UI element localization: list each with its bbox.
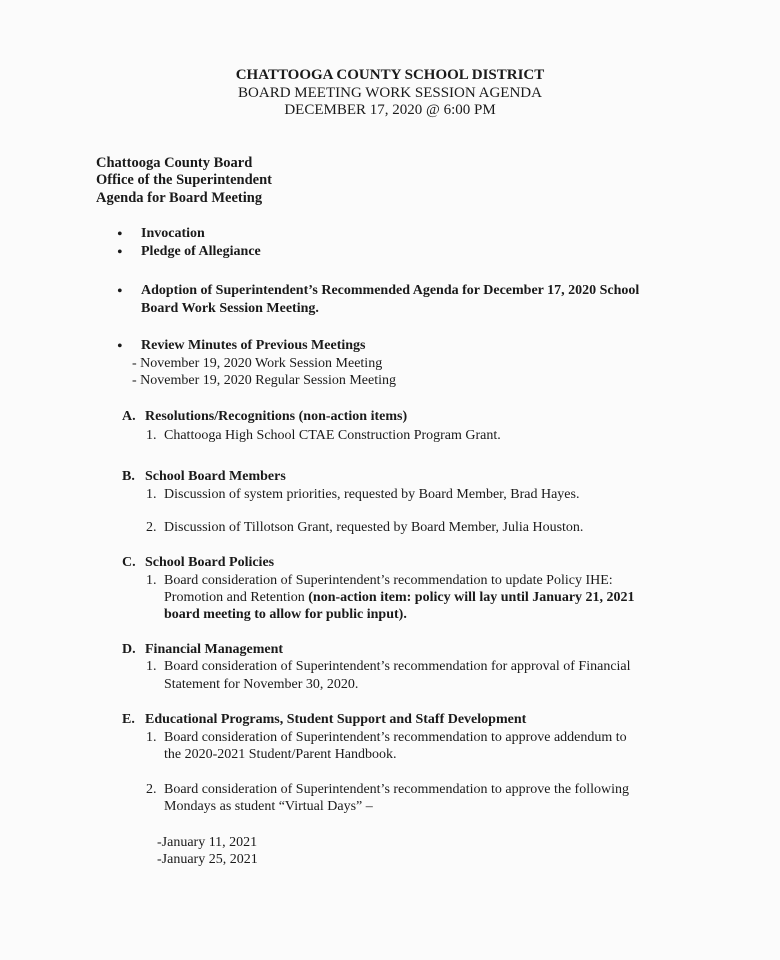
pledge-item: Pledge of Allegiance [141,244,261,259]
virtual-day-date: -January 25, 2021 [157,852,258,867]
adoption-item-line1: Adoption of Superintendent’s Recommended Agenda for December 17, 2020 School [141,283,640,298]
org-board: Chattooga County Board [96,155,253,171]
section-d-letter: D. [122,642,136,657]
org-agenda: Agenda for Board Meeting [96,190,263,206]
section-c-item1-line1: Board consideration of Superintendent’s recommendation to update Policy IHE: [164,573,613,588]
section-c-title: School Board Policies [145,555,275,570]
bullet-icon: • [117,283,123,300]
section-e-item2-number: 2. [146,782,157,797]
section-a-item1-number: 1. [146,428,157,443]
section-d-item1-number: 1. [146,659,157,674]
section-b-item2: Discussion of Tillotson Grant, requested by Board Member, Julia Houston. [164,520,584,535]
section-c-item1-line2 [164,590,635,607]
section-c-item1-note: (non-action item: policy will lay until January 21, 2021 [308,590,635,605]
section-b-title: School Board Members [145,469,286,484]
invocation-item: Invocation [141,226,205,241]
section-e-item2-line1: Board consideration of Superintendent’s recommendation to approve the following [164,782,629,797]
section-e-title: Educational Programs, Student Support and Staff Development [145,712,527,727]
review-minutes-item: Review Minutes of Previous Meetings [141,338,366,353]
section-e-item2-line2: Mondays as student “Virtual Days” – [164,799,373,814]
section-d-item1-line1: Board consideration of Superintendent’s recommendation for approval of Financial [164,659,631,674]
virtual-day-date: -January 11, 2021 [157,835,258,850]
agenda-title: BOARD MEETING WORK SESSION AGENDA [238,85,542,101]
org-office: Office of the Superintendent [96,172,272,188]
section-b-letter: B. [122,469,135,484]
bullet-icon: • [117,244,123,261]
review-minutes-work-session: - November 19, 2020 Work Session Meeting [132,356,383,371]
section-b-item1: Discussion of system priorities, requested by Board Member, Brad Hayes. [164,487,580,502]
adoption-item-line2: Board Work Session Meeting. [141,301,319,316]
meeting-date: DECEMBER 17, 2020 @ 6:00 PM [284,102,496,118]
section-c-item1-line3: board meeting to allow for public input). [164,607,407,622]
section-b-item1-number: 1. [146,487,157,502]
district-title: CHATTOOGA COUNTY SCHOOL DISTRICT [235,67,545,83]
section-b-item2-number: 2. [146,520,157,535]
section-e-item1-line1: Board consideration of Superintendent’s recommendation to approve addendum to [164,730,627,745]
section-e-letter: E. [122,712,135,727]
section-d-title: Financial Management [145,642,284,657]
section-c-letter: C. [122,555,136,570]
section-a-letter: A. [122,409,136,424]
section-e-item1-number: 1. [146,730,157,745]
section-d-item1-line2: Statement for November 30, 2020. [164,677,359,692]
section-a-item1: Chattooga High School CTAE Construction Program Grant. [164,428,501,443]
section-a-title: Resolutions/Recognitions (non-action items) [145,409,408,424]
bullet-icon: • [117,338,123,355]
review-minutes-regular-session: - November 19, 2020 Regular Session Meeting [132,373,397,388]
section-c-item1-number: 1. [146,573,157,588]
section-c-item1-plain: Promotion and Retention [164,590,309,605]
section-e-item1-line2: the 2020-2021 Student/Parent Handbook. [164,747,397,762]
bullet-icon: • [117,226,123,243]
